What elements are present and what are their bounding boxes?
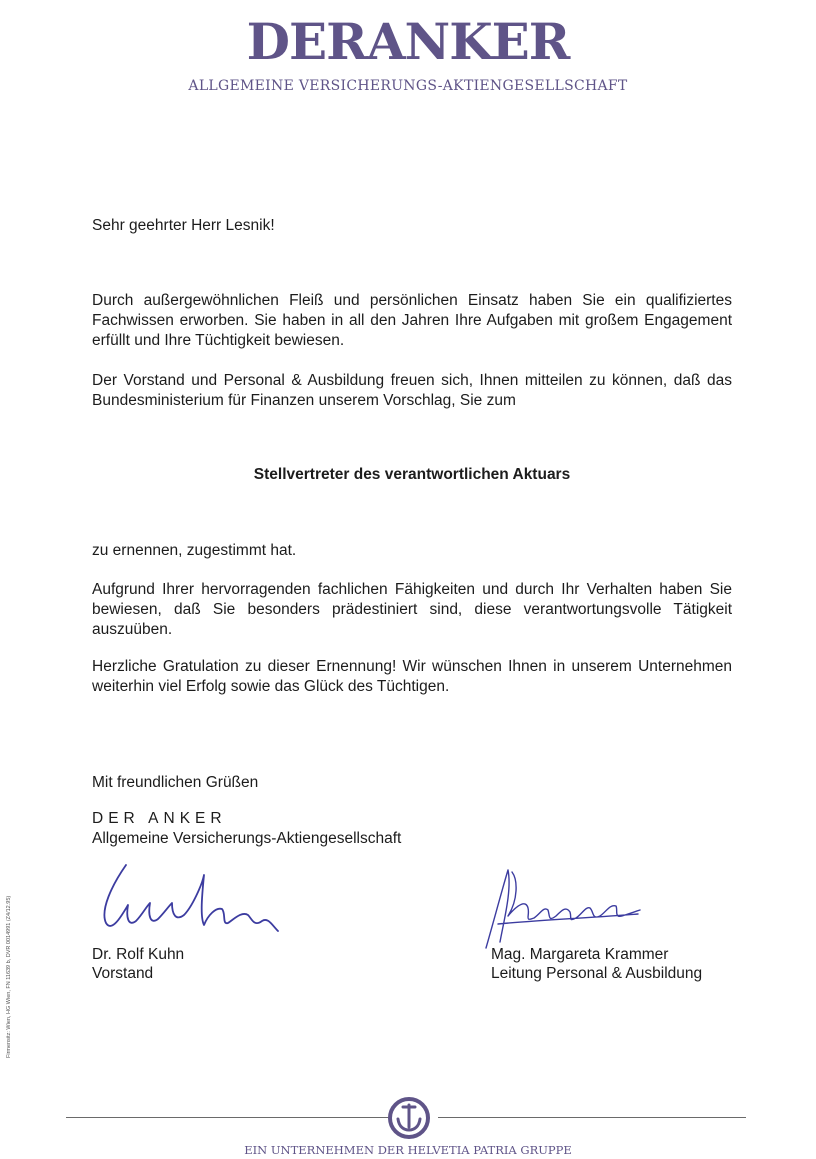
company-name-full: Allgemeine Versicherungs-Aktiengesellschaft: [92, 830, 402, 847]
signer-right-role: Leitung Personal & Ausbildung: [491, 965, 703, 982]
signature-right: [478, 860, 648, 955]
footer-text: EIN UNTERNEHMEN DER HELVETIA PATRIA GRUPPE: [244, 1143, 572, 1157]
salutation: Sehr geehrter Herr Lesnik!: [92, 217, 275, 234]
paragraph-5: Herzliche Gratulation zu dieser Ernennung! Wir wünschen Ihnen in unserem Unternehmen weiterhin viel Erfolg sowie das Glück des Tüchtigen.: [92, 658, 732, 695]
closing: Mit freundlichen Grüßen: [92, 774, 259, 791]
signature-left: [92, 855, 292, 950]
paragraph-1: Durch außergewöhnlichen Fleiß und persönlichen Einsatz haben Sie ein qualifiziertes Fachwissen erworben. Sie haben in all den Jahren Ihre Aufgaben mit großem Engagement erfüllt und Ihre Tüchtigkeit bewiesen.: [92, 292, 732, 349]
paragraph-2: Der Vorstand und Personal & Ausbildung freuen sich, Ihnen mitteilen zu können, daß das Bundesministerium für Finanzen unserem Vorschlag, Sie zum: [92, 372, 732, 409]
role-title: Stellvertreter des verantwortlichen Aktuars: [253, 466, 571, 483]
company-name-caps: DER ANKER: [92, 810, 227, 827]
brand-logo-text: DERANKER: [246, 12, 570, 71]
paragraph-3: zu ernennen, zugestimmt hat.: [92, 542, 297, 559]
paragraph-4: Aufgrund Ihrer hervorragenden fachlichen Fähigkeiten und durch Ihr Verhalten haben Sie bewiesen, daß Sie besonders prädestiniert sind, diese verantwortungsvolle Tätigkeit auszuüben.: [92, 581, 732, 638]
side-imprint: Firmensitz: Wien, HG Wien, FN 11639 b, DVR 0014991 (Z4/12.95): [6, 895, 12, 1058]
anchor-seal-icon: [386, 1095, 432, 1141]
footer-divider-right: [438, 1117, 746, 1118]
signer-left-name: Dr. Rolf Kuhn: [92, 946, 185, 963]
signer-left-role: Vorstand: [92, 965, 154, 982]
signer-right-name: Mag. Margareta Krammer: [491, 946, 669, 963]
footer-divider-left: [66, 1117, 388, 1118]
brand-subtitle: ALLGEMEINE VERSICHERUNGS-AKTIENGESELLSCHAFT: [188, 78, 628, 94]
